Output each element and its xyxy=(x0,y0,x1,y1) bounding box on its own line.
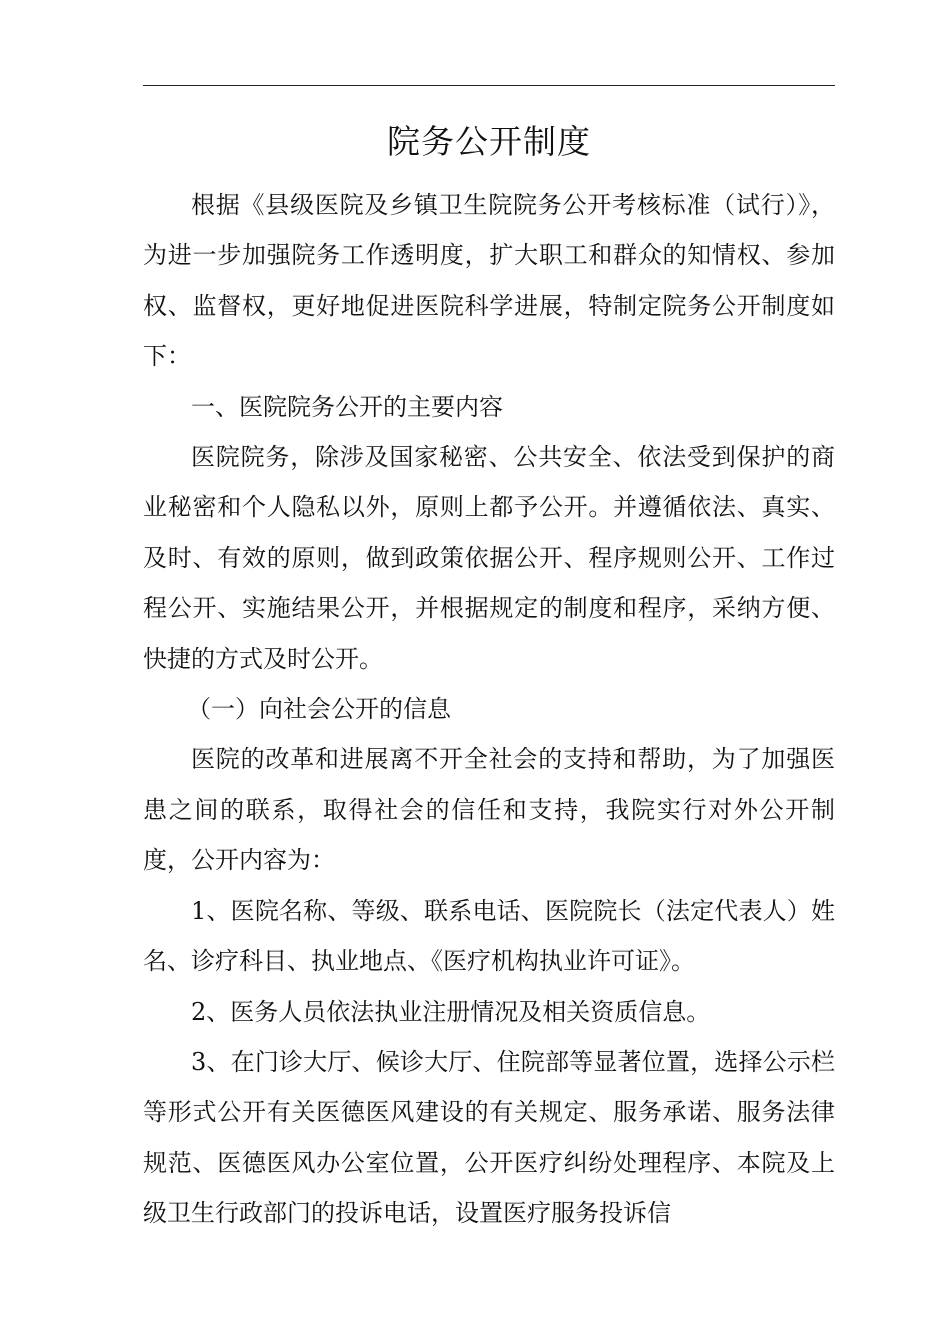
section-heading-1: 一、医院院务公开的主要内容 xyxy=(191,392,503,421)
header-rule xyxy=(143,85,835,86)
subsection-heading-1: （一）向社会公开的信息 xyxy=(187,695,451,724)
paragraph-public-intro: 医院的改革和进展离不开全社会的支持和帮助，为了加强医患之间的联系，取得社会的信任和支持，我院实行对外公开制度，公开内容为： xyxy=(143,745,835,875)
document-page xyxy=(143,0,835,1344)
paragraph-intro: 根据《县级医院及乡镇卫生院院务公开考核标准（试行）》，为进一步加强院务工作透明度，扩大职工和群众的知情权、参加权、监督权，更好地促进医院科学进展，特制定院务公开制度如下： xyxy=(143,191,835,371)
list-item-1: 1、医院名称、等级、联系电话、医院院长（法定代表人）姓名、诊疗科目、执业地点、《医疗机构执业许可证》。 xyxy=(143,896,835,976)
document-body xyxy=(143,180,835,1239)
paragraph-principles: 医院院务，除涉及国家秘密、公共安全、依法受到保护的商业秘密和个人隐私以外，原则上都予公开。并遵循依法、真实、及时、有效的原则，做到政策依据公开、程序规则公开、工作过程公开、实施结果公开，并根据规定的制度和程序，采纳方便、快捷的方式及时公开。 xyxy=(143,443,835,673)
list-item-2: 2、医务人员依法执业注册情况及相关资质信息。 xyxy=(191,997,711,1026)
document-title: 院务公开制度 xyxy=(387,122,591,161)
list-item-3: 3、在门诊大厅、候诊大厅、住院部等显著位置，选择公示栏等形式公开有关医德医风建设的有关规定、服务承诺、服务法律规范、医德医风办公室位置，公开医疗纠纷处理程序、本院及上级卫生行政部门的投诉电话，设置医疗服务投诉信 xyxy=(143,1047,835,1228)
